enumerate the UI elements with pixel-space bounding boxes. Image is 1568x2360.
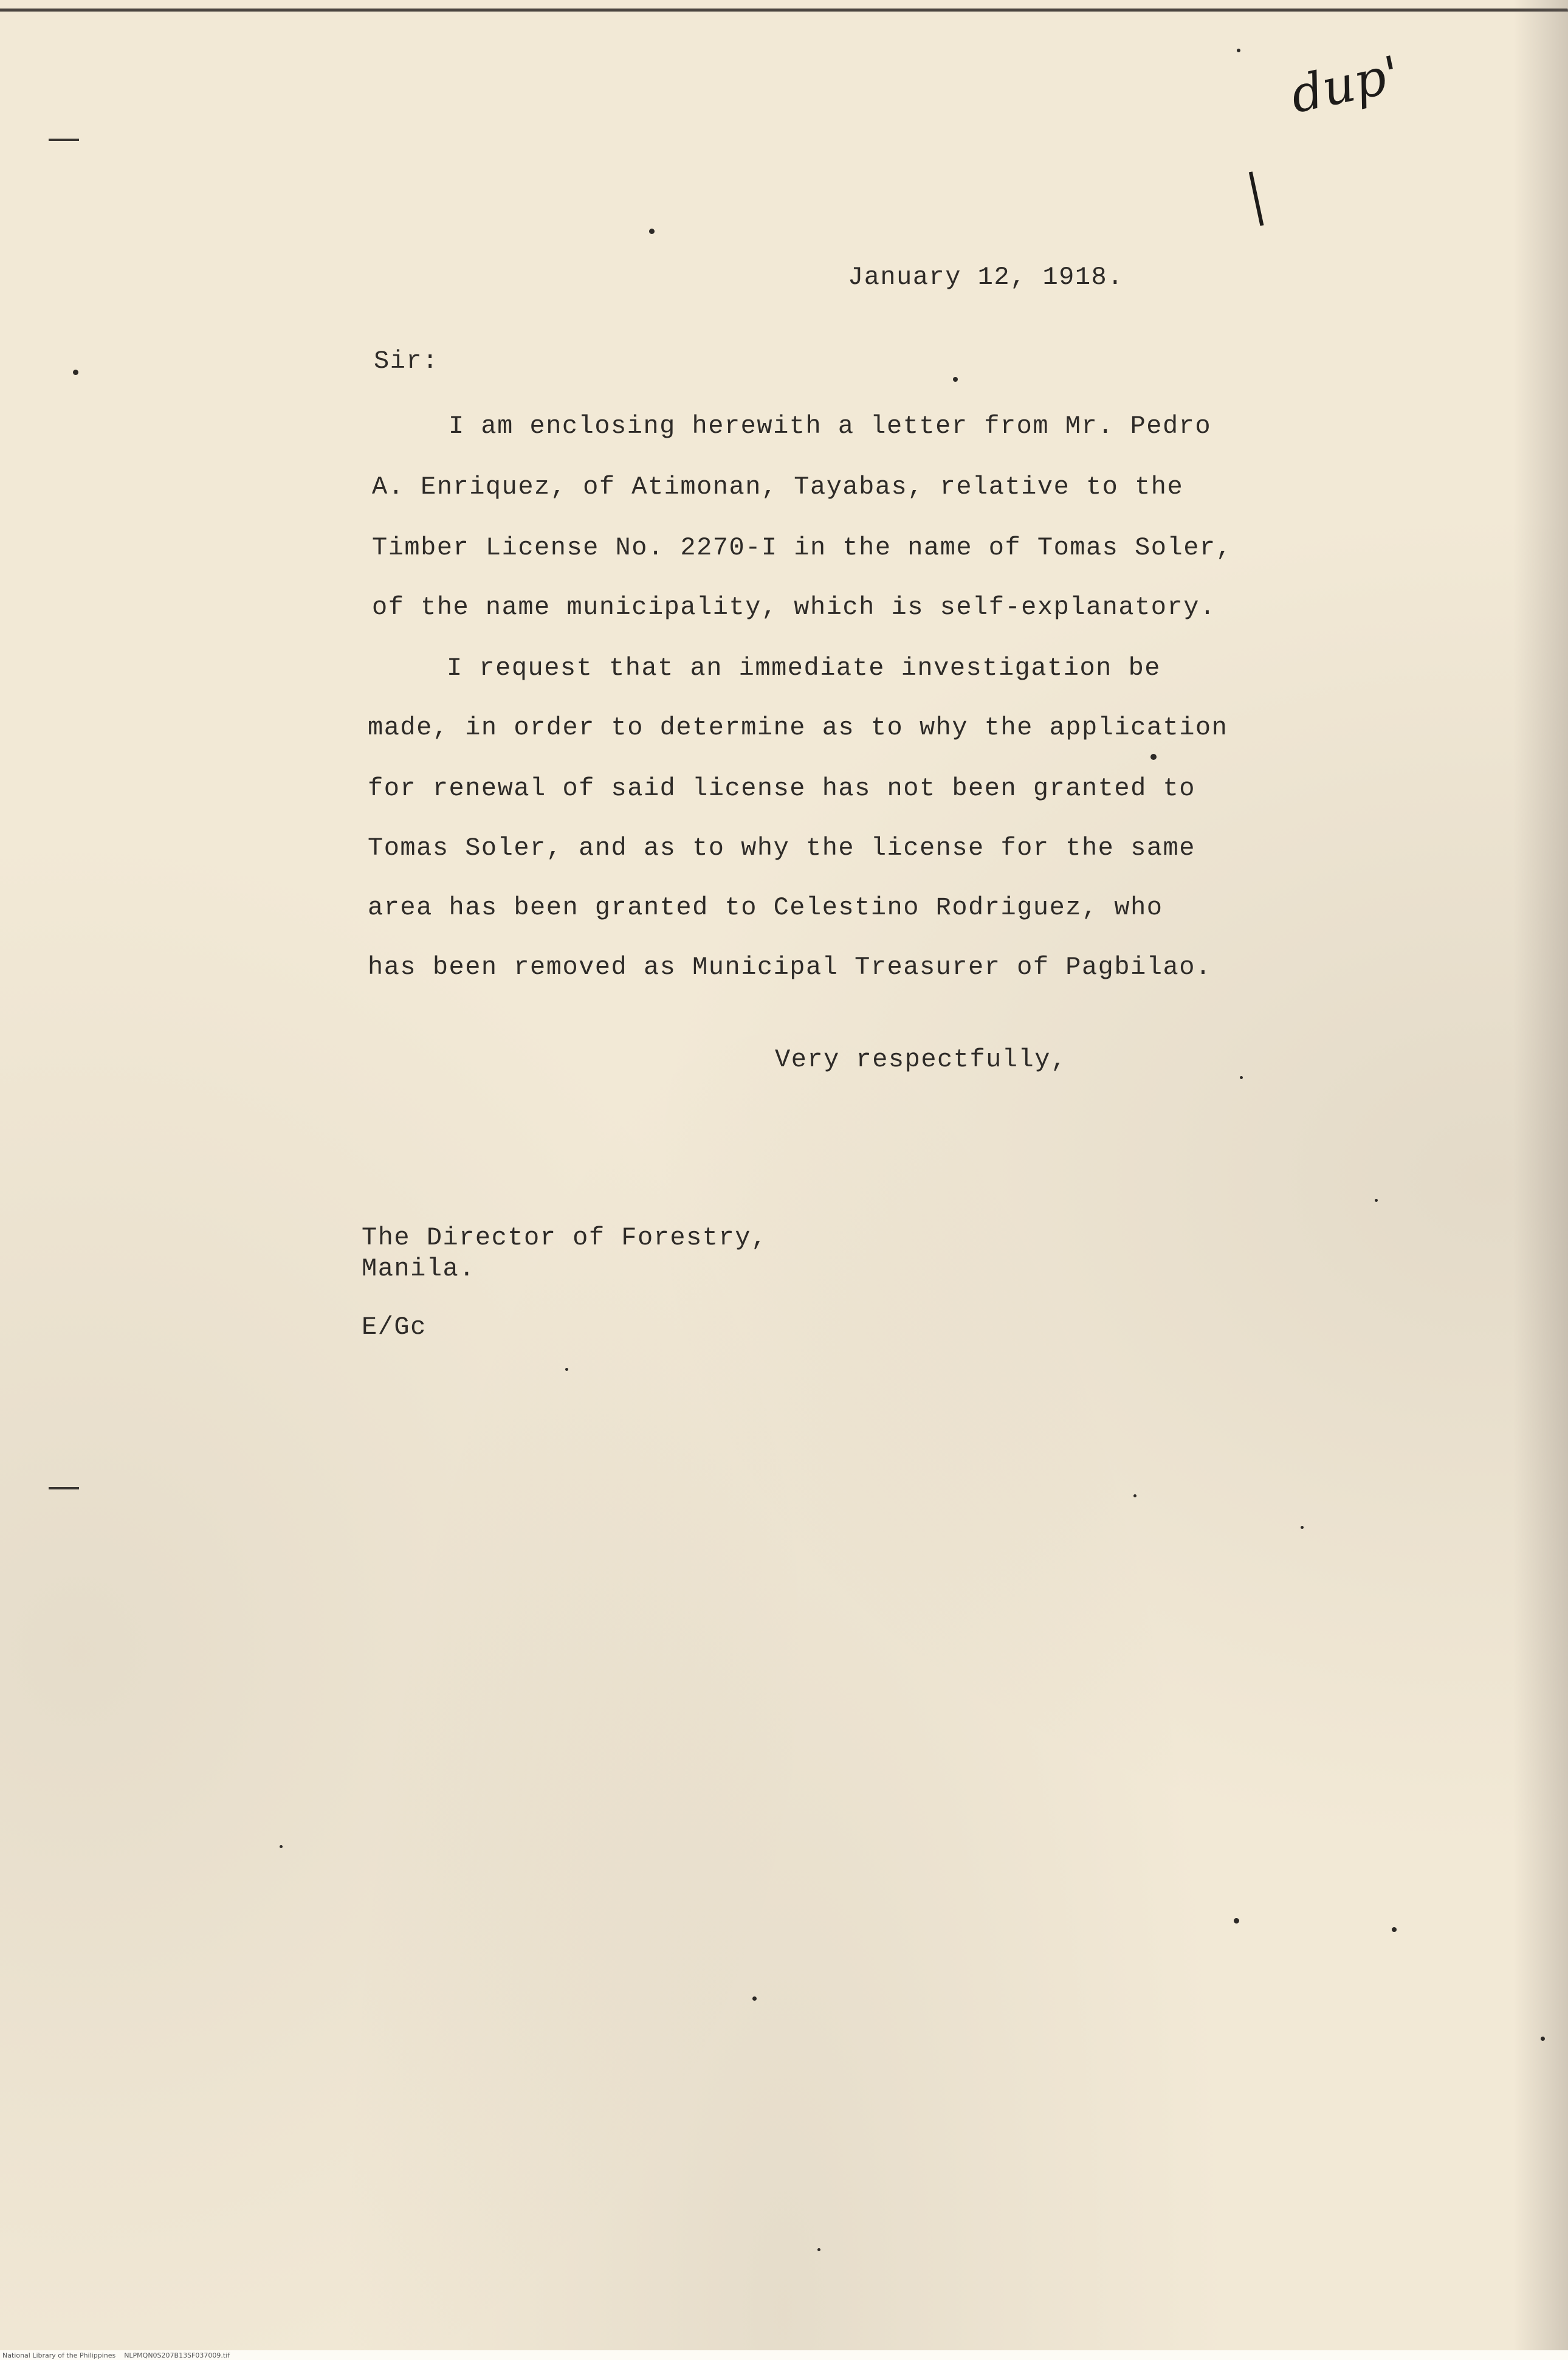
archive-caption: National Library of the Philippines NLPMQN0S207B13SF037009.tif	[2, 2351, 230, 2359]
letter-date: January 12, 1918.	[848, 263, 1124, 292]
paper-speck	[953, 377, 958, 382]
footer-bar	[0, 2350, 1568, 2360]
addressee-line-2: Manila.	[362, 1254, 475, 1283]
paper-speck	[565, 1368, 568, 1371]
addressee-line-1: The Director of Forestry,	[362, 1223, 768, 1252]
body-line: has been removed as Municipal Treasurer of Pagbilao.	[368, 953, 1212, 982]
body-line: area has been granted to Celestino Rodriguez, who	[368, 893, 1163, 922]
salutation: Sir:	[374, 347, 439, 376]
paper-speck	[1392, 1927, 1397, 1932]
paper-top-edge	[0, 0, 1568, 12]
body-line: A. Enriquez, of Atimonan, Tayabas, relative to the	[372, 472, 1184, 502]
paper-speck	[1301, 1526, 1304, 1529]
body-line: Timber License No. 2270-I in the name of Tomas Soler,	[372, 533, 1233, 562]
annotation-stroke	[1249, 171, 1264, 226]
margin-mark	[49, 1487, 79, 1489]
body-line: for renewal of said license has not been granted to	[368, 774, 1195, 803]
paper-speck	[1150, 754, 1157, 760]
body-line: I request that an immediate investigation be	[447, 654, 1161, 683]
body-line: of the name municipality, which is self-explanatory.	[372, 593, 1216, 622]
annotation-text: dup'	[1285, 45, 1405, 125]
reference-initials: E/Gc	[362, 1313, 427, 1342]
paper-speck	[1237, 49, 1240, 52]
margin-mark	[49, 139, 79, 141]
body-line: Tomas Soler, and as to why the license for the same	[368, 833, 1195, 863]
paper-speck	[1234, 1918, 1239, 1924]
body-line: made, in order to determine as to why the application	[368, 713, 1228, 742]
body-line: I am enclosing herewith a letter from Mr. Pedro	[449, 412, 1212, 441]
paper-speck	[280, 1845, 283, 1848]
paper-speck	[817, 2248, 820, 2251]
paper-speck	[73, 370, 78, 375]
paper-speck	[1541, 2037, 1545, 2041]
paper-speck	[1133, 1494, 1136, 1497]
handwritten-annotation	[1285, 45, 1405, 214]
paper-speck	[649, 229, 655, 234]
paper-speck	[1240, 1076, 1243, 1079]
paper-speck	[752, 1996, 757, 2001]
paper-shadow	[1513, 0, 1568, 2360]
closing: Very respectfully,	[775, 1045, 1067, 1074]
paper-speck	[1375, 1199, 1378, 1202]
